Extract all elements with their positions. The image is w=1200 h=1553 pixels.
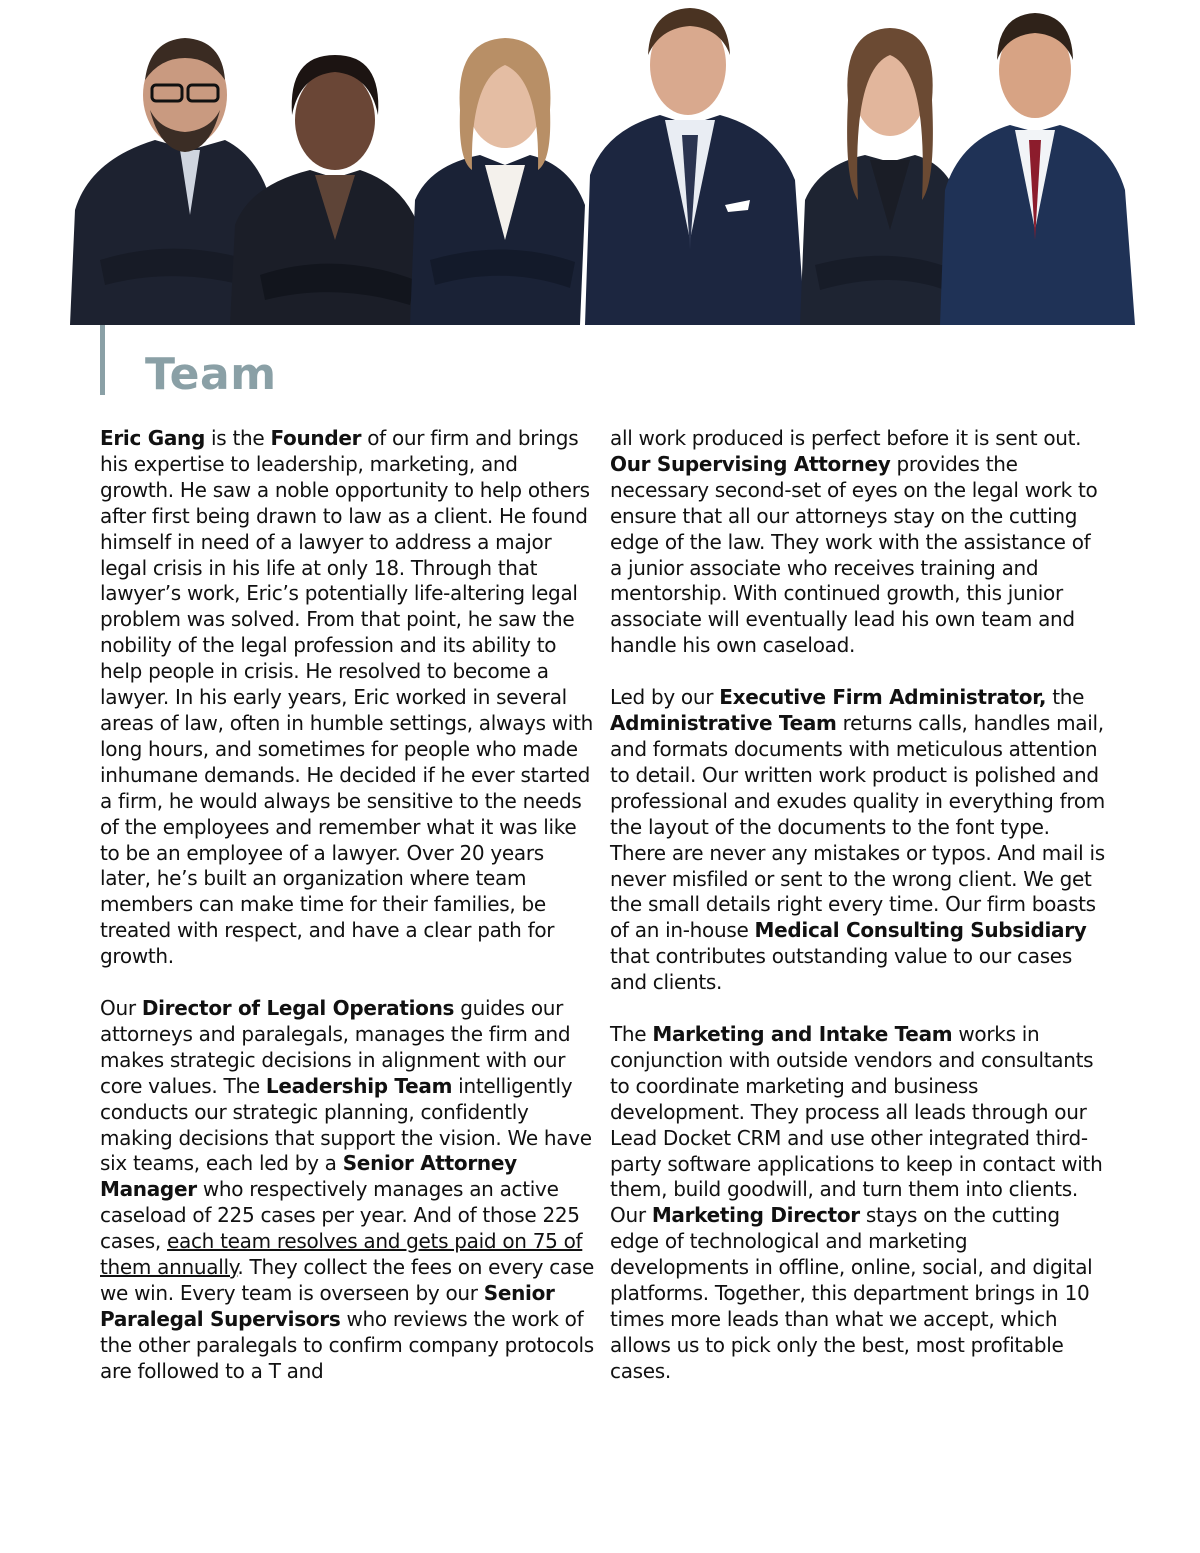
section-header — [100, 325, 277, 400]
team-photo — [60, 0, 1145, 325]
paragraph-gap — [610, 996, 1105, 1022]
marketing-intake-team: Marketing and Intake Team — [652, 1022, 953, 1047]
person-6 — [940, 13, 1135, 325]
text-run: all work produced is perfect before it is sent out. — [610, 426, 1082, 450]
administrative-paragraph — [610, 685, 1105, 996]
senior-paralegal-supervisors: Senior Paralegal Supervisors — [100, 1281, 555, 1331]
text-run: provides the necessary second-set of eyes on the legal work to ensure that all our attorneys stay on the cutting edge of the law. They work with the assistance of a junior associate who receives training and mentorship. With continued growth, this junior associate will eventually lead his own team and handle his own caseload. — [610, 451, 1098, 658]
text-run: of our firm and brings his expertise to leadership, marketing, and growth. He saw a noble opportunity to help others after first being drawn to law as a client. He found himself in need of a lawyer to address a major legal crisis in his life at only 18. Through that lawyer’s work, Eric’s potentially life-altering legal problem was solved. From that point, he saw the nobility of the legal profession and its ability to help people in crisis. He resolved to become a lawyer. In his early years, Eric worked in several areas of law, often in humble settings, always with long hours, and sometimes for people who made inhumane demands. He decided if he ever started a firm, he would always be sensitive to the needs of the employees and remember what it was like to be an employee of a lawyer. Over 20 years later, he’s built an organization where team members can make time for their families, be treated with respect, and have a clear path for growth. — [100, 426, 593, 969]
text-run: that contributes outstanding value to our cases and clients. — [610, 944, 1072, 995]
text-run: intelligently conducts our strategic planning, confidently making decisions that support the vision. We have six teams, each led by a — [100, 1073, 592, 1176]
right-column — [610, 426, 1105, 1385]
director-legal-operations: Director of Legal Operations — [141, 996, 455, 1021]
marketing-director: Marketing Director — [651, 1203, 860, 1228]
team-group-photo-icon — [60, 0, 1145, 325]
text-run: stays on the cutting edge of technological and marketing developments in offline, online, social, and digital platforms. Together, this department brings in 10 times more leads than what we accept, which allows us to pick only the best, most profitable cases. — [610, 1203, 1093, 1383]
founder-title: Founder — [270, 426, 362, 450]
supervising-attorney: Our Supervising Attorney — [610, 451, 891, 476]
text-run: works in conjunction with outside vendors and consultants to coordinate marketing and business development. They process all leads through our Lead Docket CRM and use other integrated third-party software applications to keep in contact with them, build goodwill, and turn them into clients. Our — [610, 1022, 1103, 1228]
text-run: guides our attorneys and paralegals, manages the firm and makes strategic decisions in alignment with our core values. The — [100, 996, 571, 1098]
text-run: Our — [100, 996, 142, 1021]
medical-consulting-subsidiary: Medical Consulting Subsidiary — [754, 918, 1087, 943]
text-run: . They collect the fees on every case we win. Every team is overseen by our — [100, 1255, 594, 1305]
paragraph-gap — [610, 659, 1105, 685]
text-run: The — [610, 1022, 653, 1047]
page-title: Team — [145, 349, 277, 400]
person-3 — [410, 38, 585, 325]
leadership-team: Leadership Team — [265, 1073, 453, 1098]
text-run: returns calls, handles mail, and formats documents with meticulous attention to detail. Our written work product is polished and professional and exudes quality in everything from the layout of the documents to the font type. There are never any mistakes or typos. And mail is never misfiled or sent to the wrong client. We get the small details right every time. Our firm boasts of an in-house — [610, 711, 1105, 943]
text-run: is the — [204, 426, 271, 450]
text-run: Led by our — [610, 685, 720, 710]
founder-name: Eric Gang — [100, 426, 205, 450]
administrative-team: Administrative Team — [610, 711, 837, 736]
underlined-statement: each team resolves and gets paid on 75 of them annually — [100, 1229, 583, 1280]
supervising-attorney-paragraph — [610, 426, 1105, 659]
text-run: the — [1046, 685, 1085, 710]
person-4 — [585, 8, 805, 325]
paragraph-gap — [100, 970, 595, 996]
senior-attorney-manager: Senior Attorney Manager — [100, 1151, 517, 1202]
executive-firm-administrator: Executive Firm Administrator, — [719, 685, 1047, 710]
person-5 — [800, 28, 960, 325]
text-run: who respectively manages an active caseload of 225 cases per year. And of those 225 cases, — [100, 1177, 580, 1254]
left-column — [100, 426, 595, 1385]
founder-paragraph — [100, 426, 595, 970]
legal-operations-paragraph — [100, 996, 595, 1385]
marketing-paragraph — [610, 1022, 1105, 1385]
text-run: who reviews the work of the other paralegals to confirm company protocols are followed to a T and — [100, 1306, 594, 1383]
